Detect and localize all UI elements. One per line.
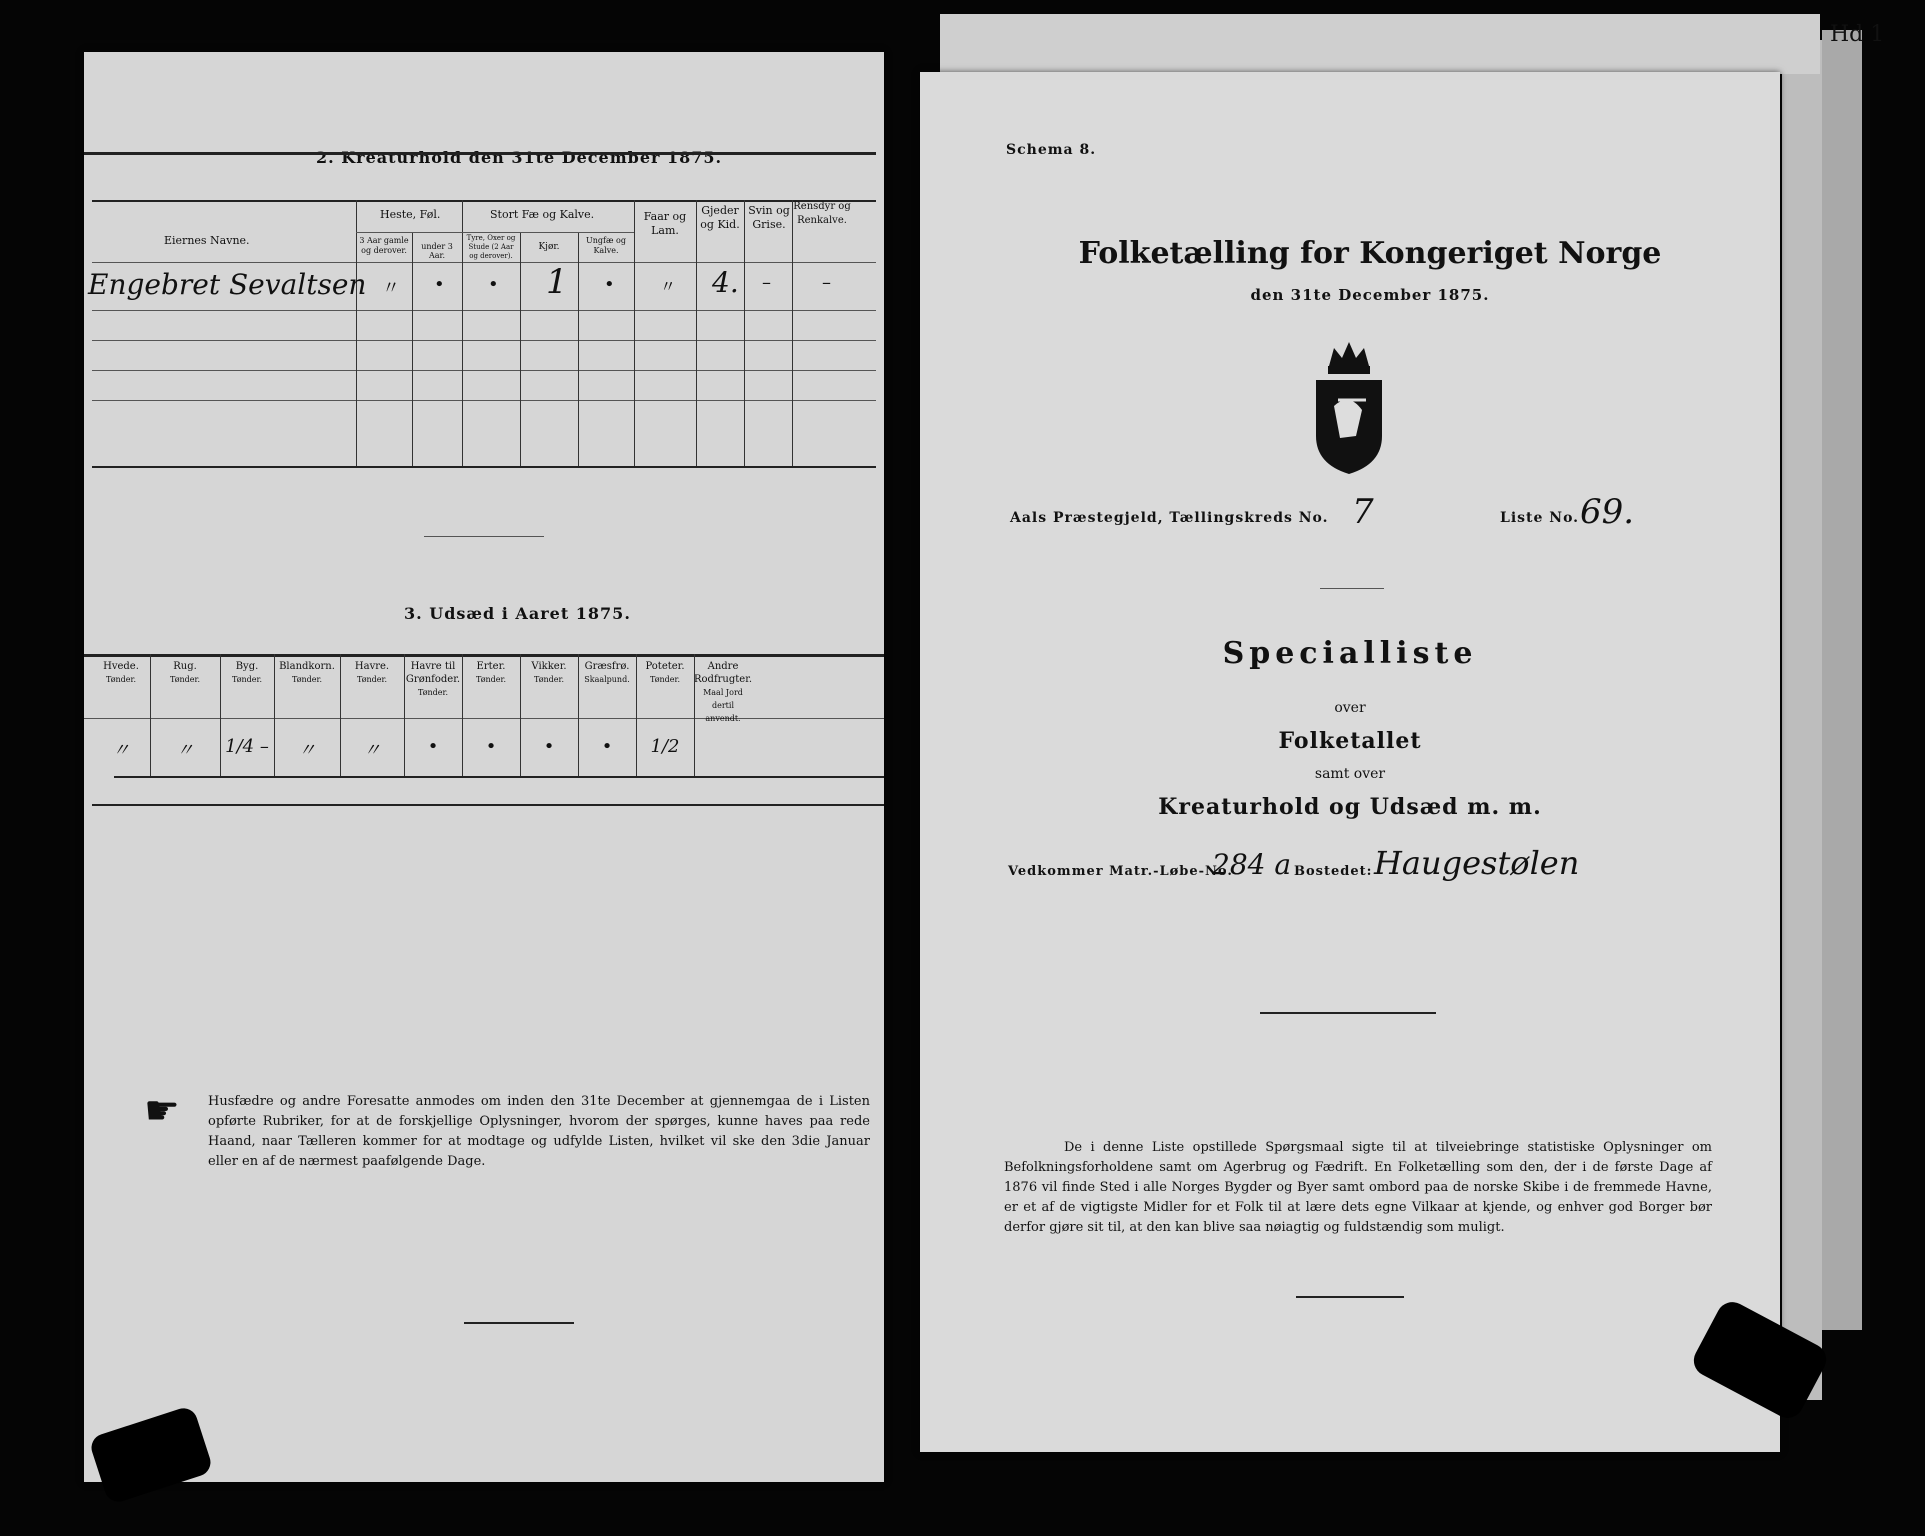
matr-no: 284 a [1212, 848, 1292, 881]
col-svin: Svin og Grise. [748, 204, 790, 231]
section3-header-unit: Tønder. [417, 688, 449, 697]
subtitle: den 31te December 1875. [1250, 286, 1490, 304]
page-edge [940, 14, 1820, 74]
samt-over: samt over [1314, 766, 1386, 782]
section3-value-cell: • [485, 736, 497, 757]
section3-header-unit: Tønder. [356, 675, 388, 684]
section3-header-name: Vikker. [531, 661, 567, 672]
section3-header-unit: Tønder. [169, 675, 201, 684]
rule [424, 536, 544, 537]
group-stort: Stort Fæ og Kalve. [490, 208, 595, 221]
group-heste: Heste, Føl. [380, 208, 441, 221]
folketallet: Folketallet [1278, 728, 1422, 754]
rule [84, 718, 884, 719]
col-gjeder: Gjeder og Kid. [700, 204, 740, 231]
section3-header-cell [520, 660, 578, 686]
cell-stort-c: • [604, 274, 615, 295]
section3-header-cell [150, 660, 220, 686]
section3-value-cell: 1/2 [650, 736, 680, 757]
rule [634, 200, 635, 466]
section3-header-cell [462, 660, 520, 686]
section3-value-cell: • [601, 736, 613, 757]
section3-header-name: Hvede. [103, 661, 139, 672]
section2-title: 2. Kreaturhold den 31te December 1875. [316, 148, 723, 167]
rule [150, 654, 151, 776]
section3-header-cell [340, 660, 404, 686]
rule [520, 232, 521, 466]
section3-header-name: Andre Rodfrugter. [694, 661, 753, 685]
rule [462, 200, 463, 466]
col-stort-c: Ungfæ og Kalve. [586, 236, 626, 255]
rule [636, 654, 637, 776]
section3-value-cell: • [427, 736, 439, 757]
section3-header-unit: Maal Jord dertil anvendt. [703, 688, 743, 723]
cell-heste-a: 〃 [382, 278, 400, 299]
cell-heste-b: • [434, 274, 445, 295]
section3-value-cell: 〃 [112, 740, 130, 761]
page-edge [1782, 40, 1822, 1400]
section3-header-name: Blandkorn. [279, 661, 335, 672]
section3-header-name: Byg. [235, 661, 259, 672]
cell-faar: 〃 [660, 277, 677, 296]
col-heste-b: under 3 Aar. [421, 242, 453, 260]
section3-header-unit: Tønder. [533, 675, 565, 684]
section3-header-cell [636, 660, 694, 686]
section3-header-unit: Tønder. [291, 675, 323, 684]
kreds-no: 7 [1352, 492, 1374, 532]
liste-label: Liste No. [1500, 510, 1580, 526]
owner-name: Engebret Sevaltsen [88, 268, 367, 301]
corner-note: Hd 1 [1830, 22, 1885, 47]
notice-text: Husfædre og andre Foresatte anmodes om inden den 31te December at gjennemgaa de i Listen opførte Rubriker, for at de forskjellige Oplysninger, hvorom der spørges, kunne haves paa rede Haand, naar Tælleren kommer for at modtage og udfylde Listen, hvilket vil ske den 3die Januar eller en af de nærmest paafølgende Dage. [208, 1094, 870, 1169]
section3-header-name: Græsfrø. [584, 661, 630, 672]
schema-label: Schema 8. [1006, 142, 1097, 158]
section3-header-cell [274, 660, 340, 686]
col-stort-b: Kjør. [538, 242, 560, 252]
cell-svin: – [762, 272, 771, 293]
rule [92, 340, 876, 341]
page-edge [1822, 30, 1862, 1330]
rule [340, 654, 341, 776]
rule [92, 370, 876, 371]
section3-value-cell: 〃 [298, 740, 316, 761]
matr-label: Vedkommer Matr.-Løbe-No. [1008, 864, 1233, 879]
section3-value-cell: 〃 [363, 740, 381, 761]
bostedet-label: Bostedet: [1294, 864, 1373, 879]
cell-rensdyr: – [822, 272, 831, 293]
notice-hand-icon: ☛ [144, 1088, 180, 1134]
section3-value-cell: • [543, 736, 555, 757]
coat-of-arms-icon [1304, 336, 1394, 476]
right-page [920, 72, 1780, 1452]
rule [696, 200, 697, 466]
rule [356, 200, 357, 466]
rule [792, 200, 793, 466]
kreaturhold-title: Kreaturhold og Udsæd m. m. [1158, 794, 1542, 820]
section3-value-cell: 〃 [176, 740, 194, 761]
section3-header-name: Poteter. [645, 661, 685, 672]
section3-header-cell [220, 660, 274, 686]
col-stort-a: Tyre, Oxer og Stude (2 Aar og derover). [466, 234, 516, 260]
rule [1260, 1012, 1436, 1014]
specialliste-title: Specialliste [1222, 636, 1478, 671]
cell-stort-b: 1 [546, 262, 568, 302]
rule [92, 400, 876, 401]
rule [356, 232, 634, 233]
section3-header-name: Rug. [173, 661, 197, 672]
section3-value-cell: 1/4 – [225, 736, 269, 757]
col-faar: Faar og Lam. [643, 210, 687, 237]
prestegjeld-label: Aals Præstegjeld, Tællingskreds No. [1010, 510, 1329, 526]
rule [744, 200, 745, 466]
cell-stort-a: • [488, 274, 499, 295]
rule [1320, 588, 1384, 589]
section3-header-unit: Tønder. [105, 675, 137, 684]
rule [84, 654, 884, 657]
rule [220, 654, 221, 776]
rule [694, 654, 695, 776]
rule [578, 232, 579, 466]
section3-header-name: Havre til Grønfoder. [405, 661, 461, 685]
rule [520, 654, 521, 776]
col-owner: Eiernes Navne. [164, 234, 250, 247]
rule [412, 232, 413, 466]
section3-header-name: Erter. [476, 661, 506, 672]
section3-header-unit: Tønder. [475, 675, 507, 684]
rule [1296, 1296, 1404, 1298]
rule [84, 152, 876, 155]
rule [92, 804, 884, 806]
section3-header-cell [92, 660, 150, 686]
section3-header-cell [404, 660, 462, 699]
left-page [84, 52, 884, 1482]
rule [464, 1322, 574, 1324]
rule [462, 654, 463, 776]
rule [404, 654, 405, 776]
section3-title: 3. Udsæd i Aaret 1875. [404, 604, 631, 623]
section3-header-unit: Tønder. [649, 675, 681, 684]
section3-header-unit: Tønder. [231, 675, 263, 684]
col-rensdyr: Rensdyr og Renkalve. [793, 201, 851, 226]
rule [92, 262, 876, 263]
main-title: Folketælling for Kongeriget Norge [1078, 236, 1662, 271]
section3-header-cell [578, 660, 636, 686]
rule [578, 654, 579, 776]
rule [92, 310, 876, 311]
liste-no: 69. [1580, 492, 1635, 532]
rule [92, 466, 876, 468]
cell-gjeder: 4. [712, 266, 739, 299]
section3-header-cell [694, 660, 752, 725]
section3-header-name: Havre. [354, 661, 390, 672]
over-1: over [1334, 700, 1366, 716]
col-heste-a: 3 Aar gamle og derover. [359, 236, 409, 255]
rule [114, 776, 884, 778]
info-paragraph: De i denne Liste opstillede Spørgsmaal sigte til at tilveiebringe statistiske Oplysninger om Befolkningsforholdene samt om Agerbrug og Fædrift. En Folketælling som den, der i de første Dage af 1876 vil finde Sted i alle Norges Bygder og Byer samt ombord paa de norske Skibe i de fremmede Havne, er et af de vigtigste Midler for et Folk til at lære dets egne Vilkaar at kjende, og enhver god Borger bør derfor gjøre sit til, at den kan blive saa nøiagtig og fuldstændig som muligt. [1004, 1140, 1712, 1235]
bostedet-value: Haugestølen [1374, 844, 1580, 882]
rule [274, 654, 275, 776]
rule [92, 200, 876, 202]
section3-header-unit: Skaalpund. [584, 675, 630, 684]
